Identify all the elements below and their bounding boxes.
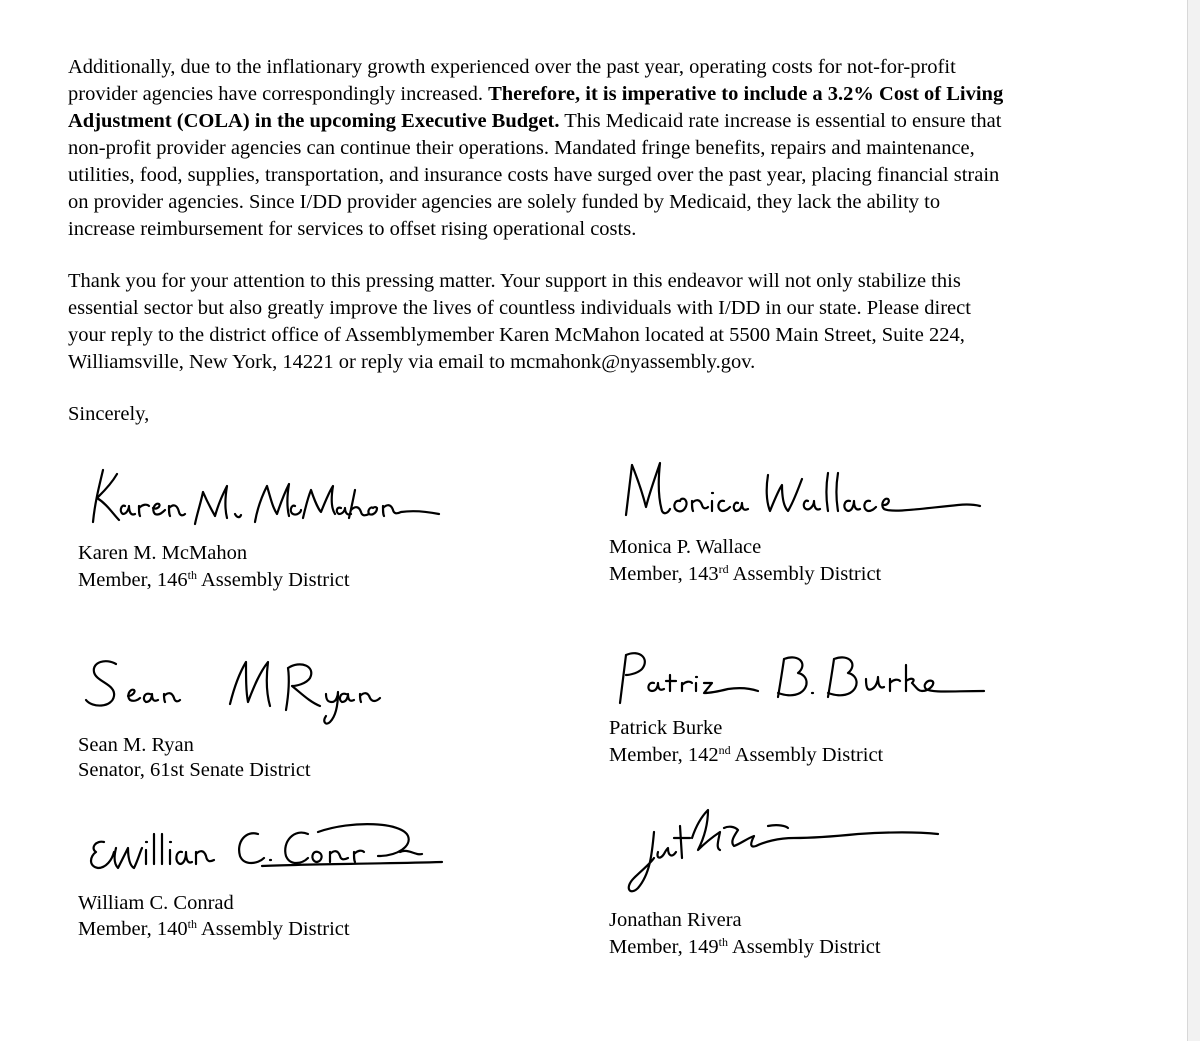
signatory-name: Jonathan Rivera bbox=[609, 909, 742, 931]
signatory-title: Member, 143rd Assembly District bbox=[609, 562, 882, 585]
signature-monica-wallace bbox=[618, 455, 988, 525]
text-line: Additionally, due to the inflationary growth experienced over the past year, operating costs for not-for-profit bbox=[68, 56, 956, 78]
text-line: utilities, food, supplies, transportation, and insurance costs have surged over the past year, placing financial strain bbox=[68, 164, 1000, 186]
signatory-name: Patrick Burke bbox=[609, 717, 723, 739]
text-line: on provider agencies. Since I/DD provider agencies are solely funded by Medicaid, they lack the ability to bbox=[68, 191, 941, 213]
paragraph-thanks bbox=[68, 268, 1138, 376]
emphasis-text: Therefore, it is imperative to include a 3.2% Cost of Living bbox=[488, 83, 1004, 105]
text-line: Williamsville, New York, 14221 or reply via email to mcmahonk@nyassembly.gov. bbox=[68, 351, 756, 373]
text-line: Thank you for your attention to this pressing matter. Your support in this endeavor will not only stabilize this bbox=[68, 270, 961, 292]
signatory-name: Monica P. Wallace bbox=[609, 536, 762, 558]
text-line bbox=[68, 81, 1138, 108]
text-line: your reply to the district office of Assemblymember Karen McMahon located at 5500 Main Street, Suite 224, bbox=[68, 324, 965, 346]
signatory-title: Member, 146th Assembly District bbox=[78, 568, 350, 591]
text-line bbox=[68, 108, 1138, 135]
closing-salutation: Sincerely, bbox=[68, 403, 150, 425]
signatory-title: Senator, 61st Senate District bbox=[78, 759, 311, 781]
signatory-title: Member, 140th Assembly District bbox=[78, 917, 350, 940]
paragraph-cola bbox=[68, 54, 1138, 243]
signature-william-conrad bbox=[82, 812, 442, 892]
signatory-title: Member, 149th Assembly District bbox=[609, 935, 881, 958]
signatory-title: Member, 142nd Assembly District bbox=[609, 743, 884, 766]
text-line: increase reimbursement for services to offset rising operational costs. bbox=[68, 218, 637, 240]
signatory-name: Karen M. McMahon bbox=[78, 542, 248, 564]
emphasis-text: Adjustment (COLA) in the upcoming Executive Budget. bbox=[68, 110, 560, 132]
signature-sean-ryan bbox=[80, 650, 430, 730]
text-run: provider agencies have correspondingly increased. bbox=[68, 83, 483, 105]
signature-jonathan-rivera bbox=[618, 798, 948, 898]
signature-patrick-burke bbox=[612, 645, 992, 715]
text-line: essential sector but also greatly improve the lives of countless individuals with I/DD in our state. Please direct bbox=[68, 297, 971, 319]
signatory-name: Sean M. Ryan bbox=[78, 734, 194, 756]
signatory-name: William C. Conrad bbox=[78, 892, 234, 914]
text-run: This Medicaid rate increase is essential to ensure that bbox=[564, 110, 1002, 132]
text-line: non-profit provider agencies can continue their operations. Mandated fringe benefits, repairs and maintenance, bbox=[68, 137, 975, 159]
signature-karen-mcmahon bbox=[85, 462, 445, 532]
